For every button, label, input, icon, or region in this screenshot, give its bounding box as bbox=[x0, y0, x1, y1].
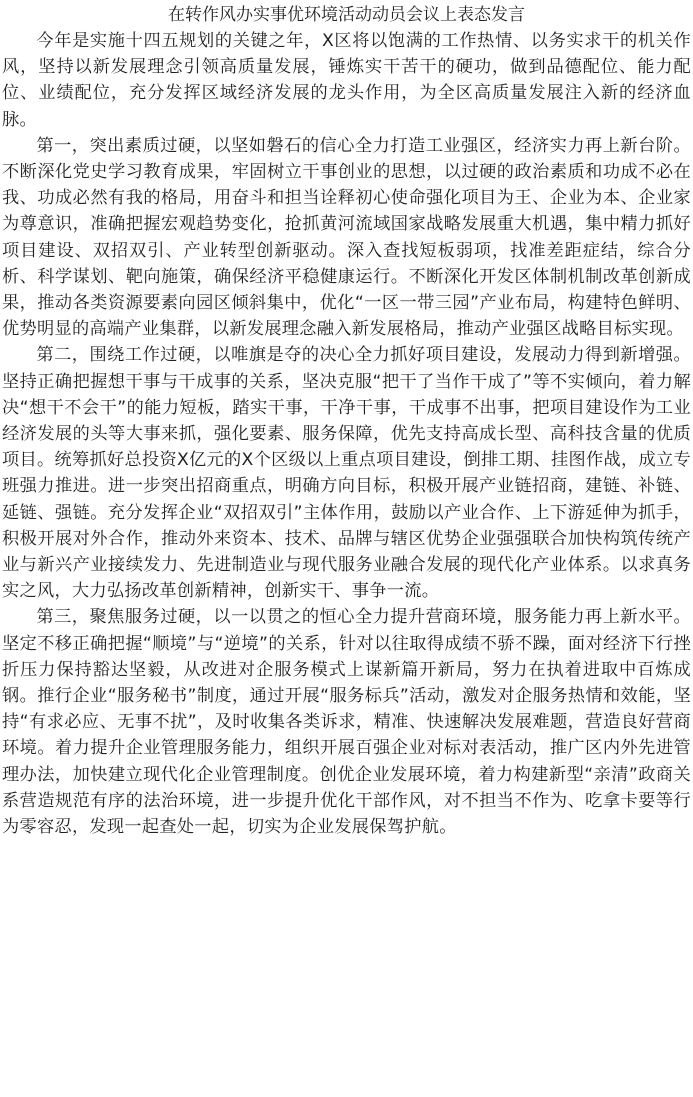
document-title: 在转作风办实事优环境活动动员会议上表态发言 bbox=[168, 5, 525, 25]
paragraph-first-point: 第一，突出素质过硬，以坚如磐石的信心全力打造工业强区，经济实力再上新台阶。不断深化党史学习教育成果，牢固树立干事创业的思想，以过硬的政治素质和功成不必在我、功成必然有我的格局，用奋斗和担当诠释初心使命强化项目为王、企业为本、企业家为尊意识，准确把握宏观趋势变化，抢抓黄河流域国家战略发展重大机遇，集中精力抓好项目建设、双招双引、产业转型创新驱动。深入查找短板弱项，找准差距症结，综合分析、科学谋划、靶向施策，确保经济平稳健康运行。不断深化开发区体制机制改革创新成果，推动各类资源要素向园区倾斜集中，优化“一区一带三园”产业布局，构建特色鲜明、优势明显的高端产业集群，以新发展理念融入新发展格局，推动产业强区战略目标实现。 bbox=[2, 135, 691, 340]
paragraph-second-point: 第二，围绕工作过硬，以唯旗是夺的决心全力抓好项目建设，发展动力得到新增强。坚持正确把握想干事与干成事的关系，坚决克服“把干了当作干成了”等不实倾向，着力解决“想干不会干”的能力短板，踏实干事，干净干事，干成事不出事，把项目建设作为工业经济发展的头等大事来抓，强化要素、服务保障，优先支持高成长型、高科技含量的优质项目。统筹抓好总投资X亿元的X个区级以上重点项目建设，倒排工期、挂图作战，成立专班强力推进。进一步突出招商重点，明确方向目标，积极开展产业链招商，建链、补链、延链、强链。充分发挥企业“双招双引”主体作用，鼓励以产业合作、上下游延伸为抓手，积极开展对外合作，推动外来资本、技术、品牌与辖区优势企业强强联合加快构筑传统产业与新兴产业接续发力、先进制造业与现代服务业融合发展的现代化产业体系。以求真务实之风，大力弘扬改革创新精神，创新实干、事争一流。 bbox=[2, 345, 691, 602]
paragraph-third-point: 第三，聚焦服务过硬，以一以贯之的恒心全力提升营商环境，服务能力再上新水平。坚定不移正确把握“顺境”与“逆境”的关系，针对以往取得成绩不骄不躁，面对经济下行挫折压力保持豁达坚毅，从改进对企服务模式上谋新篇开新局，努力在执着进取中百炼成钢。推行企业“服务秘书”制度，通过开展“服务标兵”活动，激发对企服务热情和效能，坚持“有求必应、无事不扰”，及时收集各类诉求，精准、快速解决发展难题，营造良好营商环境。着力提升企业管理服务能力，组织开展百强企业对标对表活动，推广区内外先进管理办法，加快建立现代化企业管理制度。创优企业发展环境，着力构建新型“亲清”政商关系营造规范有序的法治环境，进一步提升优化干部作风，对不担当不作为、吃拿卡要等行为零容忍，发现一起查处一起，切实为企业发展保驾护航。 bbox=[2, 607, 691, 838]
paragraph-intro: 今年是实施十四五规划的关键之年，X区将以饱满的工作热情、以务实求干的机关作风，坚持以新发展理念引领高质量发展，锤炼实干苦干的硬功，做到品德配位、能力配位、业绩配位，充分发挥区域经济发展的龙头作用，为全区高质量发展注入新的经济血脉。 bbox=[2, 31, 691, 130]
